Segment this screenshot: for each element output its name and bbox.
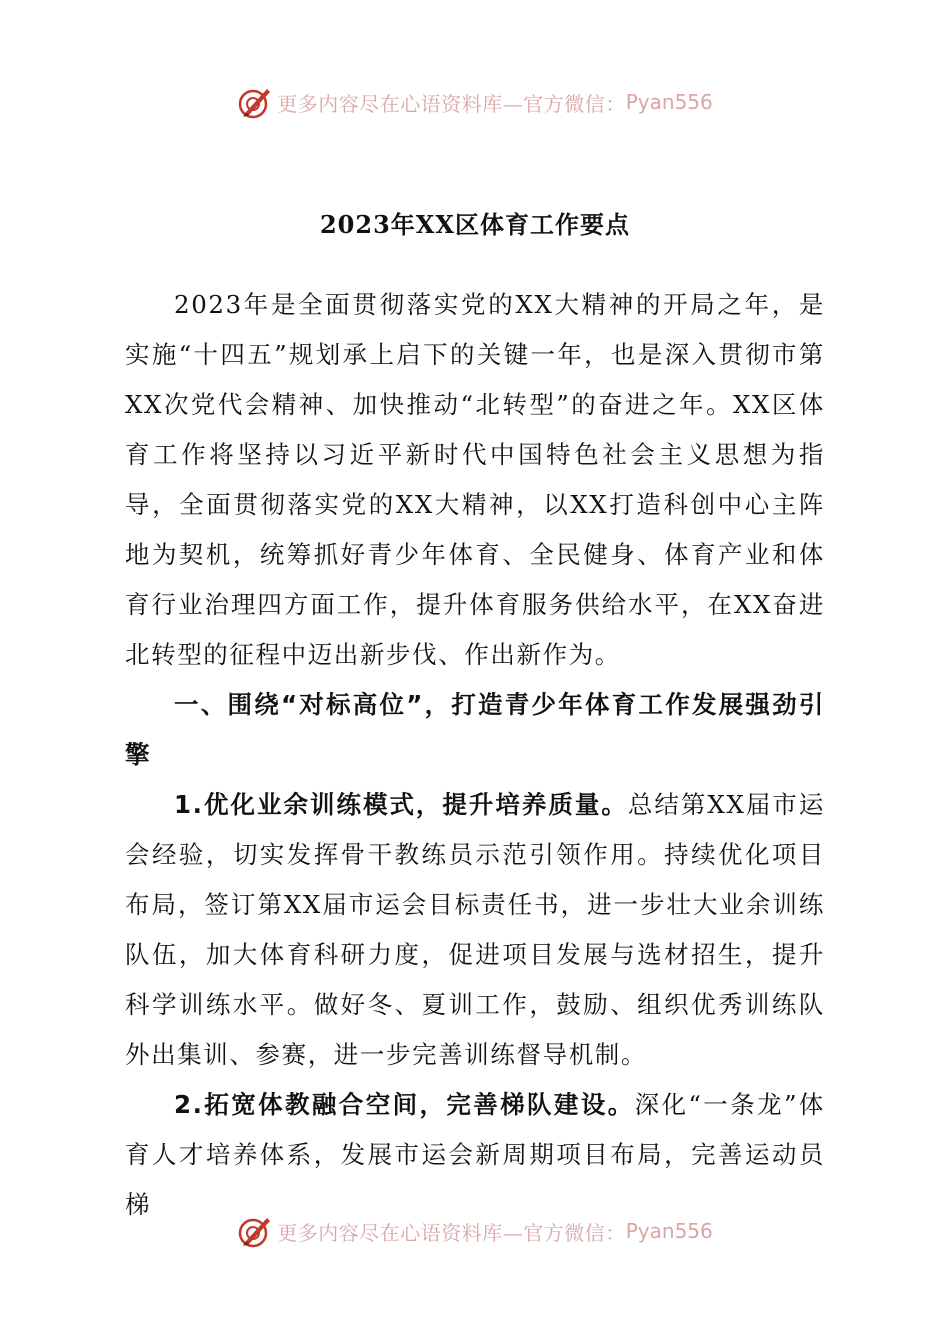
item-body-2: 深化“一条龙”体育人才培养体系，发展市运会新周期项目布局，完善运动员梯: [125, 1090, 825, 1219]
section-heading-1: 一、围绕“对标高位”，打造青少年体育工作发展强劲引擎: [125, 690, 825, 769]
item-paragraph-2: [125, 1080, 825, 1230]
document-body: [125, 280, 825, 1230]
pen-circle-logo-icon: [237, 84, 273, 120]
banner-text: 更多内容尽在心语资料库—官方微信：: [277, 1220, 626, 1245]
item-body-1: 总结第XX届市运会经验，切实发挥骨干教练员示范引领作用。持续优化项目布局，签订第XX届市运会目标责任书，进一步壮大业余训练队伍，加大体育科研力度，促进项目发展与选材招生，提升科学训练水平。做好冬、夏训工作，鼓励、组织优秀训练队外出集训、参赛，进一步完善训练督导机制。: [125, 790, 825, 1069]
document-title: 2023年XX区体育工作要点: [319, 210, 631, 239]
intro-paragraph: 2023年是全面贯彻落实党的XX大精神的开局之年，是实施“十四五”规划承上启下的关键一年，也是深入贯彻市第XX次党代会精神、加快推动“北转型”的奋进之年。XX区体育工作将坚持以习近平新时代中国特色社会主义思想为指导，全面贯彻落实党的XX大精神，以XX打造科创中心主阵地为契机，统筹抓好青少年体育、全民健身、体育产业和体育行业治理四方面工作，提升体育服务供给水平，在XX奋进北转型的征程中迈出新步伐、作出新作为。: [125, 290, 825, 669]
pen-circle-logo-icon: [237, 1213, 273, 1249]
banner-wechat-id: Pyan556: [625, 1219, 713, 1243]
banner-wechat-id: Pyan556: [625, 90, 713, 114]
header-watermark-banner: [0, 82, 950, 122]
footer-watermark-banner: [0, 1211, 950, 1251]
item-heading-1: 1.优化业余训练模式，提升培养质量。: [174, 790, 628, 819]
banner-text: 更多内容尽在心语资料库—官方微信：: [277, 91, 626, 116]
item-paragraph-1: [125, 780, 825, 1080]
item-heading-2: 2.拓宽体教融合空间，完善梯队建设。: [174, 1090, 635, 1119]
